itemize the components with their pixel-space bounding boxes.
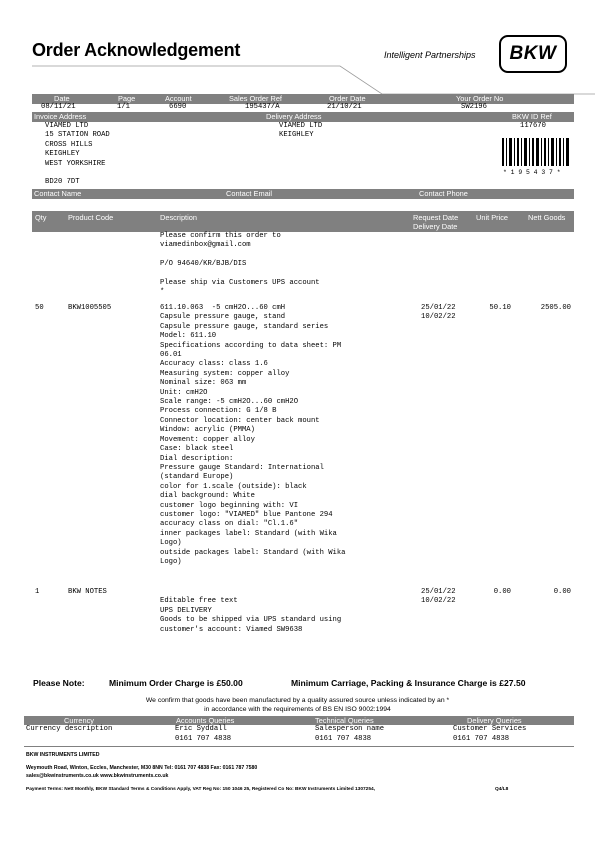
sales-order-ref-label: Sales Order Ref — [229, 94, 282, 103]
desc-line: inner packages label: Standard (with Wika — [160, 529, 337, 538]
footer-divider — [24, 746, 574, 747]
desc-line: Logo) — [160, 557, 182, 566]
desc-line: Pressure gauge Standard: International — [160, 463, 324, 472]
desc-line: dial background: White — [160, 492, 255, 501]
row-delivery-date: 10/02/22 — [421, 597, 456, 606]
accounts-phone: 0161 707 4838 — [175, 735, 232, 743]
desc-line: Nominal size: 063 mm — [160, 379, 247, 388]
order-preamble — [160, 232, 320, 298]
accounts-contact: Eric Syddall — [175, 725, 227, 733]
page-value: 1/1 — [117, 103, 130, 111]
desc-line: Capsule pressure gauge, stand — [160, 313, 286, 322]
quality-statement: We confirm that goods have been manufactured by a quality assured source unless indicated by an * — [145, 697, 450, 704]
invoice-line — [45, 169, 110, 178]
product-code-header: Product Code — [68, 213, 114, 222]
preamble-line: * — [160, 288, 165, 297]
invoice-line: VIAMED LTD — [45, 122, 89, 130]
invoice-line: KEIGHLEY — [45, 150, 80, 159]
min-carriage-charge: Minimum Carriage, Packing & Insurance Charge is £27.50 — [291, 678, 526, 688]
preamble-line — [160, 270, 320, 279]
sales-order-ref-value: 195437/A — [245, 103, 280, 111]
currency-description: Currency description — [26, 725, 113, 733]
desc-line: UPS DELIVERY — [160, 606, 212, 615]
qty-header: Qty — [35, 213, 47, 222]
invoice-address — [45, 122, 110, 188]
desc-line: Unit: cmH2O — [160, 388, 208, 397]
row-unit-price: 0.00 — [493, 588, 511, 596]
contact-phone-label: Contact Phone — [419, 189, 468, 198]
row-qty: 1 — [35, 588, 40, 596]
desc-line: Specifications according to data sheet: PM — [160, 341, 342, 350]
date-label: Date — [54, 94, 70, 103]
desc-line: Connector location: center back mount — [160, 416, 320, 425]
row-request-date: 25/01/22 — [421, 304, 456, 312]
request-date-header: Request Date — [413, 213, 459, 222]
account-value: 6690 — [169, 103, 187, 111]
order-date-value: 21/10/21 — [327, 103, 362, 111]
unit-price-header: Unit Price — [476, 213, 509, 222]
row-unit-price: 50.10 — [489, 304, 511, 312]
currency-label: Currency — [64, 716, 94, 725]
desc-line: customer logo: "VIAMED" blue Pantone 294 — [160, 510, 333, 519]
barcode-text: * 1 9 5 4 3 7 * — [503, 169, 561, 176]
desc-line: Movement: copper alloy — [160, 435, 255, 444]
technical-phone: 0161 707 4838 — [315, 735, 372, 743]
page-label: Page — [118, 94, 136, 103]
date-value: 08/11/21 — [41, 103, 76, 111]
desc-line: Accuracy class: class 1.6 — [160, 360, 268, 369]
row-product-code: BKW1005505 — [68, 304, 112, 312]
please-note-label: Please Note: — [33, 678, 85, 688]
row-nett-goods: 0.00 — [553, 588, 571, 596]
row-description — [160, 588, 341, 635]
preamble-line: P/O 94640/KR/BJB/DIS — [160, 260, 247, 269]
delivery-contact: Customer Services — [453, 725, 527, 733]
desc-line: Window: acrylic (PMMA) — [160, 426, 255, 435]
row-description — [160, 304, 345, 567]
footer-address: Weymouth Road, Winton, Eccles, Manchester, M30 8NN Tel: 0161 707 4838 Fax: 0161 787 7580 — [26, 765, 258, 771]
quality-standard: in accordance with the requirements of BS EN ISO 9002:1994 — [204, 706, 391, 713]
nett-goods-header: Nett Goods — [528, 213, 566, 222]
your-order-no-value: SW2196 — [461, 103, 487, 111]
desc-line: Process connection: G 1/8 B — [160, 407, 277, 416]
desc-line: Capsule pressure gauge, standard series — [160, 322, 329, 331]
bkw-id-ref-label: BKW ID Ref — [512, 112, 552, 121]
delivery-queries-label: Delivery Queries — [467, 716, 522, 725]
delivery-date-header: Delivery Date — [413, 222, 458, 231]
invoice-line: 15 STATION ROAD — [45, 131, 110, 140]
your-order-no-label: Your Order No — [456, 94, 504, 103]
delivery-line: KEIGHLEY — [279, 131, 314, 140]
desc-line: Case: black steel — [160, 445, 234, 454]
desc-line: customer's account: Viamed SW9638 — [160, 625, 303, 634]
items-table-header — [32, 211, 574, 232]
row-nett-goods: 2505.00 — [540, 304, 571, 312]
address-header — [32, 112, 574, 122]
desc-line: color for 1.scale (outside): black — [160, 482, 307, 491]
bkw-id-ref-value: 117670 — [520, 122, 546, 130]
row-request-date: 25/01/22 — [421, 588, 456, 596]
desc-line: Model: 611.10 — [160, 332, 217, 341]
footer-company: BKW INSTRUMENTS LIMITED — [26, 752, 100, 758]
preamble-line — [160, 251, 320, 260]
technical-contact: Salesperson name — [315, 725, 385, 733]
preamble-line: viamedinbox@gmail.com — [160, 241, 251, 250]
row-product-code: BKW NOTES — [68, 588, 107, 596]
footer-code: Q4/L8 — [495, 787, 509, 792]
footer-contacts: sales@bkwinstruments.co.uk www.bkwinstruments.co.uk — [26, 773, 169, 779]
accounts-queries-label: Accounts Queries — [176, 716, 235, 725]
invoice-line: WEST YORKSHIRE — [45, 159, 106, 168]
invoice-line: CROSS HILLS — [45, 140, 93, 149]
contact-name-label: Contact Name — [34, 189, 82, 198]
desc-line: 611.10.063 -5 cmH2O...60 cmH — [160, 304, 286, 312]
desc-line: (standard Europe) — [160, 473, 234, 482]
desc-line: outside packages label: Standard (with Wika — [160, 548, 346, 557]
desc-line: customer logo beginning with: VI — [160, 501, 299, 510]
row-delivery-date: 10/02/22 — [421, 313, 456, 322]
delivery-address — [279, 122, 322, 141]
delivery-phone: 0161 707 4838 — [453, 735, 510, 743]
desc-line: Scale range: -5 cmH2O...60 cmH2O — [160, 398, 299, 407]
desc-line: accuracy class on dial: "Cl.1.6" — [160, 520, 299, 529]
desc-line: Measuring system: copper alloy — [160, 369, 290, 378]
desc-line: Dial description: — [160, 454, 234, 463]
barcode-icon — [502, 138, 570, 172]
technical-queries-label: Technical Queries — [315, 716, 374, 725]
delivery-address-label: Delivery Address — [266, 112, 322, 121]
invoice-line: BD20 7DT — [45, 178, 80, 187]
queries-header — [24, 716, 574, 725]
desc-line: Goods to be shipped via UPS standard using — [160, 616, 342, 625]
row-qty: 50 — [35, 304, 44, 312]
footer-terms: Payment Terms: Nett Monthly, BKW Standard Terms & Conditions Apply, VAT Reg No: 150 1046 25, Registered Co No: BKW Instruments Limited 1307254, — [26, 787, 375, 792]
invoice-address-label: Invoice Address — [34, 112, 87, 121]
order-date-label: Order Date — [329, 94, 366, 103]
contact-email-label: Contact Email — [226, 189, 273, 198]
desc-line: 06.01 — [160, 351, 182, 360]
account-label: Account — [165, 94, 192, 103]
description-header: Description — [160, 213, 197, 222]
desc-line — [160, 588, 341, 597]
bkw-logo — [499, 35, 567, 73]
logo-text: BKW — [509, 43, 557, 64]
delivery-line: VIAMED LTD — [279, 122, 323, 130]
desc-line: Logo) — [160, 539, 182, 548]
preamble-line: Please confirm this order to — [160, 232, 281, 240]
desc-line: Editable free text — [160, 597, 238, 606]
page-title: Order Acknowledgement — [32, 40, 241, 60]
contact-header — [32, 189, 574, 199]
min-order-charge: Minimum Order Charge is £50.00 — [109, 678, 243, 688]
company-tagline: Intelligent Partnerships — [384, 50, 476, 60]
preamble-line: Please ship via Customers UPS account — [160, 279, 320, 288]
